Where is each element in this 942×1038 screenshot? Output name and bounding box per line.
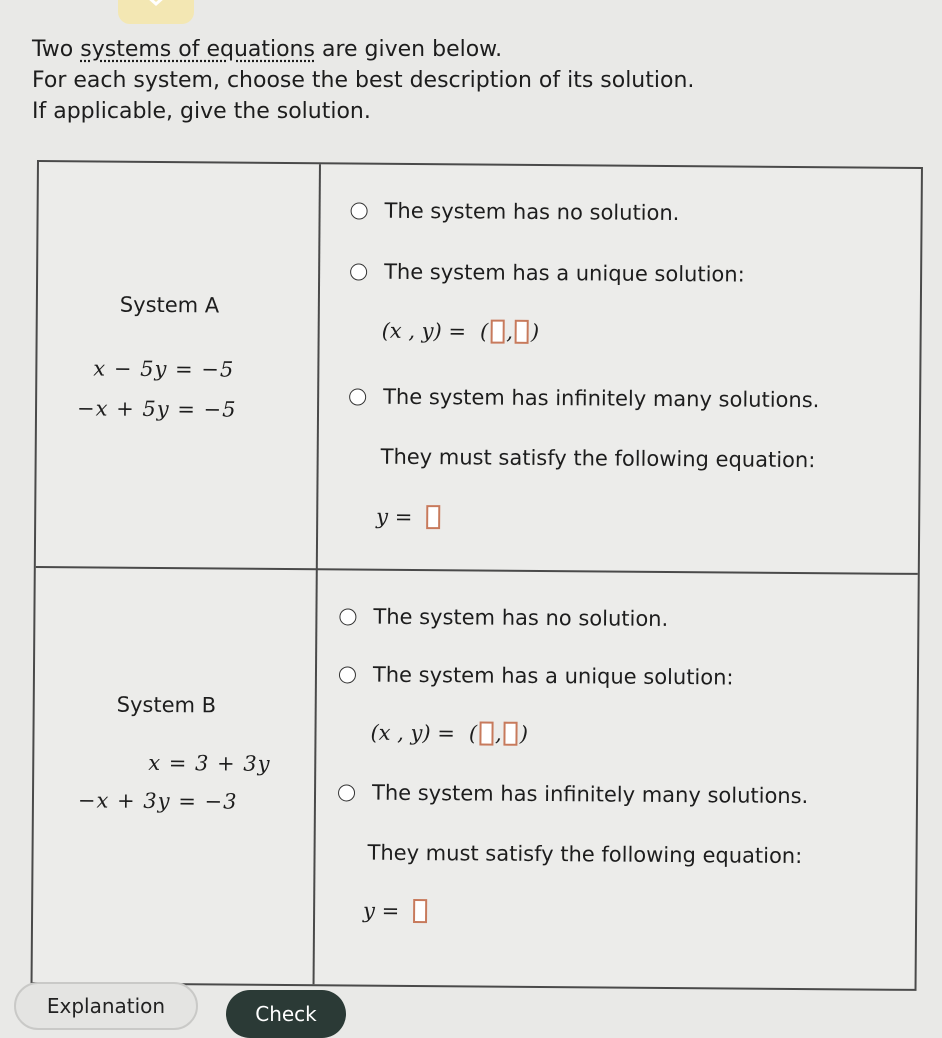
system-b-option-infinite[interactable]: The system has infinitely many solutions. <box>338 780 808 808</box>
system-b-y-input[interactable] <box>504 722 518 746</box>
system-a-option-no-solution[interactable]: The system has no solution. <box>351 198 680 225</box>
system-a-equation-2: −x + 5y = −5 <box>76 396 237 422</box>
system-a-x-input[interactable] <box>490 320 504 344</box>
system-a-satisfy-text: They must satisfy the following equation: <box>380 444 816 473</box>
system-a-y-equation: y = <box>376 505 442 530</box>
radio-icon[interactable] <box>350 263 367 280</box>
system-a-option-infinite[interactable]: The system has infinitely many solutions. <box>349 384 819 412</box>
system-a-y-input[interactable] <box>515 320 529 344</box>
system-a-y-equation-input[interactable] <box>426 505 440 529</box>
system-a-unique-answer: (x , y) = ( , ) <box>381 318 540 344</box>
system-b-equation-1: x = 3 + 3y <box>148 750 271 776</box>
system-b-label: System B <box>116 692 217 718</box>
table-divider-horizontal <box>36 566 918 575</box>
collapse-tab[interactable] <box>118 0 194 24</box>
system-b-unique-answer: (x , y) = ( , ) <box>370 720 529 746</box>
glossary-link[interactable]: systems of equations <box>80 37 315 62</box>
system-a-equation-1: x − 5y = −5 <box>93 356 235 382</box>
instructions-line-1: Two systems of equations are given below. <box>32 37 503 62</box>
check-button[interactable]: Check <box>226 990 346 1038</box>
systems-table <box>31 160 923 991</box>
system-b-y-equation-input[interactable] <box>413 899 427 923</box>
radio-icon[interactable] <box>339 608 356 625</box>
system-a-label: System A <box>119 292 220 318</box>
table-divider-vertical <box>313 164 321 984</box>
system-b-equation-2: −x + 3y = −3 <box>77 788 238 814</box>
instructions-line-3: If applicable, give the solution. <box>32 99 371 124</box>
radio-icon[interactable] <box>339 666 356 683</box>
system-b-option-no-solution[interactable]: The system has no solution. <box>339 604 668 631</box>
radio-icon[interactable] <box>351 202 368 219</box>
system-b-satisfy-text: They must satisfy the following equation: <box>367 840 803 869</box>
system-b-option-unique[interactable]: The system has a unique solution: <box>339 662 734 689</box>
system-a-option-unique[interactable]: The system has a unique solution: <box>350 259 745 286</box>
chevron-down-icon <box>144 0 168 6</box>
radio-icon[interactable] <box>338 784 355 801</box>
system-b-y-equation: y = <box>363 899 429 924</box>
instructions-line-2: For each system, choose the best description of its solution. <box>32 68 695 93</box>
radio-icon[interactable] <box>349 388 366 405</box>
explanation-button[interactable]: Explanation <box>14 982 198 1030</box>
instructions <box>32 34 694 127</box>
system-b-x-input[interactable] <box>479 721 493 745</box>
